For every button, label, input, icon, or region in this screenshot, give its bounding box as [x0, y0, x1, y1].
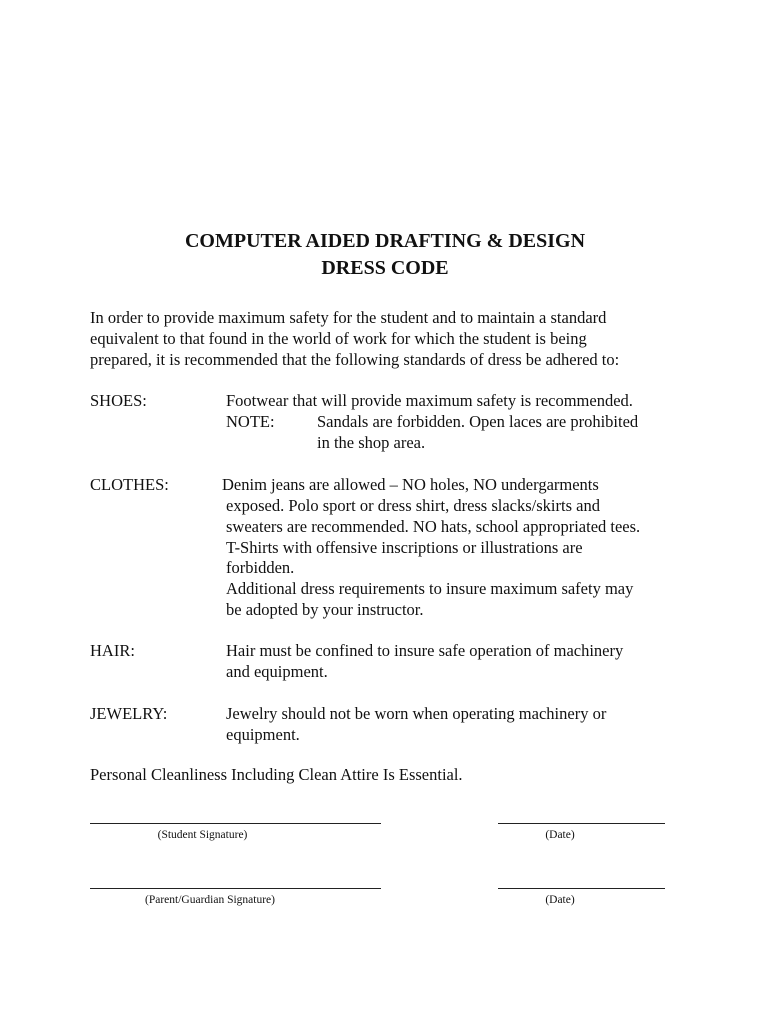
shoes-note-text	[317, 412, 638, 454]
jewelry-line: Jewelry should not be worn when operating machinery or	[226, 704, 607, 723]
document-title-line-1: COMPUTER AIDED DRAFTING & DESIGN	[184, 230, 586, 252]
clothes-label: CLOTHES:	[90, 475, 169, 494]
student-date-line[interactable]	[498, 823, 665, 824]
parent-signature-line[interactable]	[90, 888, 381, 889]
hair-label: HAIR:	[90, 641, 135, 660]
parent-date-caption: (Date)	[545, 894, 575, 906]
jewelry-label: JEWELRY:	[90, 704, 168, 723]
clothes-line: be adopted by your instructor.	[226, 599, 424, 619]
document-title-line-2: DRESS CODE	[321, 257, 449, 279]
parent-signature-caption: (Parent/Guardian Signature)	[145, 894, 275, 906]
student-date-caption: (Date)	[545, 829, 575, 841]
clothes-text-continued	[226, 496, 640, 621]
clothes-line: forbidden.	[226, 558, 295, 578]
shoes-note-label: NOTE:	[226, 412, 275, 431]
shoes-note-line: in the shop area.	[317, 432, 426, 452]
student-signature-caption: (Student Signature)	[157, 829, 248, 841]
student-signature-line[interactable]	[90, 823, 381, 824]
hair-line: Hair must be confined to insure safe operation of machinery	[226, 641, 624, 660]
intro-line: prepared, it is recommended that the following standards of dress be adhered to:	[90, 349, 620, 369]
clothes-line: exposed. Polo sport or dress shirt, dress slacks/skirts and	[226, 496, 600, 515]
shoes-text	[226, 391, 633, 412]
parent-date-line[interactable]	[498, 888, 665, 889]
shoes-line: Footwear that will provide maximum safety is recommended.	[226, 391, 633, 410]
clothes-line: Additional dress requirements to insure maximum safety may	[226, 579, 634, 599]
intro-line: equivalent to that found in the world of work for which the student is being	[90, 328, 587, 348]
shoes-label: SHOES:	[90, 391, 147, 410]
intro-line: In order to provide maximum safety for the student and to maintain a standard	[90, 308, 607, 327]
clothes-text	[222, 475, 599, 496]
hair-line: and equipment.	[226, 661, 328, 681]
clothes-line: T-Shirts with offensive inscriptions or illustrations are	[226, 537, 583, 557]
clothes-line: Denim jeans are allowed – NO holes, NO undergarments	[222, 475, 599, 494]
jewelry-line: equipment.	[226, 724, 300, 744]
intro-paragraph	[90, 308, 680, 370]
shoes-note-line: Sandals are forbidden. Open laces are prohibited	[317, 412, 639, 431]
clothes-line: sweaters are recommended. NO hats, school appropriated tees.	[226, 516, 641, 536]
closing-statement: Personal Cleanliness Including Clean Attire Is Essential.	[90, 765, 463, 784]
hair-text	[226, 641, 623, 683]
jewelry-text	[226, 704, 606, 746]
